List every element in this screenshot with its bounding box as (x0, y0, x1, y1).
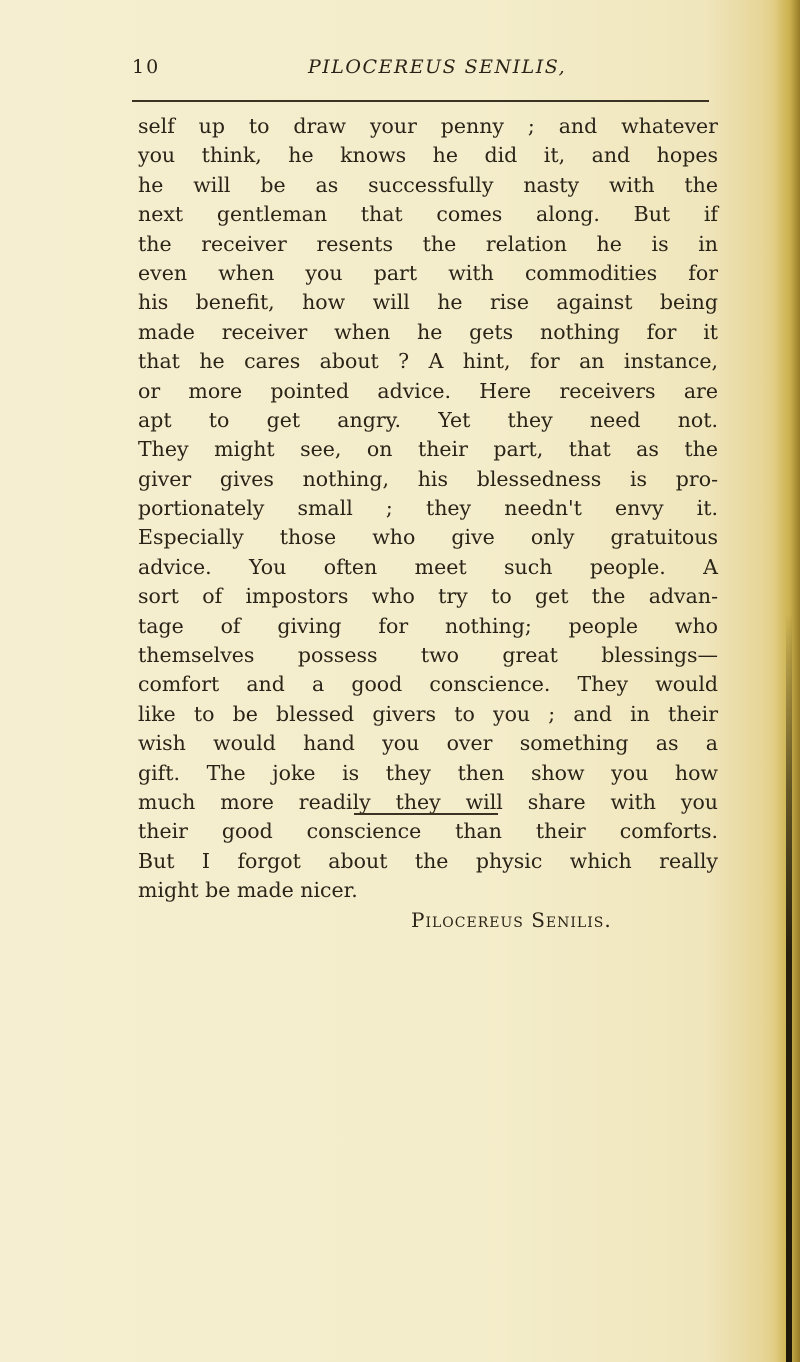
text-line: portionately small ; they needn't envy it. (138, 496, 718, 521)
text-line: Especially those who give only gratuitous (138, 525, 718, 550)
text-line: They might see, on their part, that as the (138, 437, 718, 462)
text-line: might be made nicer. (138, 878, 358, 903)
text-line: like to be blessed givers to you ; and in their (138, 701, 718, 726)
text-line: his benefit, how will he rise against being (138, 290, 718, 315)
text-line: the receiver resents the relation he is in (138, 231, 718, 256)
text-line: advice. You often meet such people. A (138, 554, 718, 579)
body-text (138, 112, 718, 935)
text-line: self up to draw your penny ; and whatever (138, 114, 718, 138)
text-line: he will be as successfully nasty with the (138, 172, 718, 197)
closing-rule (354, 813, 498, 815)
text-line: apt to get angry. Yet they need not. (138, 407, 718, 432)
signature: Pilocereus Senilis. (411, 907, 612, 932)
text-line: much more readily they will share with you (138, 789, 718, 814)
text-line: made receiver when he gets nothing for it (138, 319, 718, 344)
text-line: gift. The joke is they then show you how (138, 760, 718, 785)
text-line: But I forgot about the physic which really (138, 848, 718, 873)
header-rule (132, 100, 709, 102)
text-line: next gentleman that comes along. But if (138, 202, 718, 227)
text-line: or more pointed advice. Here receivers are (138, 378, 718, 403)
binding-edge (786, 0, 792, 1362)
text-line: giver gives nothing, his blessedness is pro- (138, 466, 718, 491)
text-line: you think, he knows he did it, and hopes (138, 143, 718, 168)
text-line: that he cares about ? A hint, for an instance, (138, 349, 718, 374)
text-line: tage of giving for nothing; people who (138, 613, 718, 638)
text-line: even when you part with commodities for (138, 260, 718, 285)
page-header (130, 56, 710, 86)
text-line: their good conscience than their comforts. (138, 819, 718, 844)
running-title: PILOCEREUS SENILIS, (308, 56, 567, 78)
text-line: wish would hand you over something as a (138, 731, 718, 756)
page-number: 10 (132, 56, 161, 78)
text-line: comfort and a good conscience. They would (138, 672, 718, 697)
text-line: sort of impostors who try to get the advan- (138, 584, 718, 609)
text-line: themselves possess two great blessings— (138, 643, 718, 668)
